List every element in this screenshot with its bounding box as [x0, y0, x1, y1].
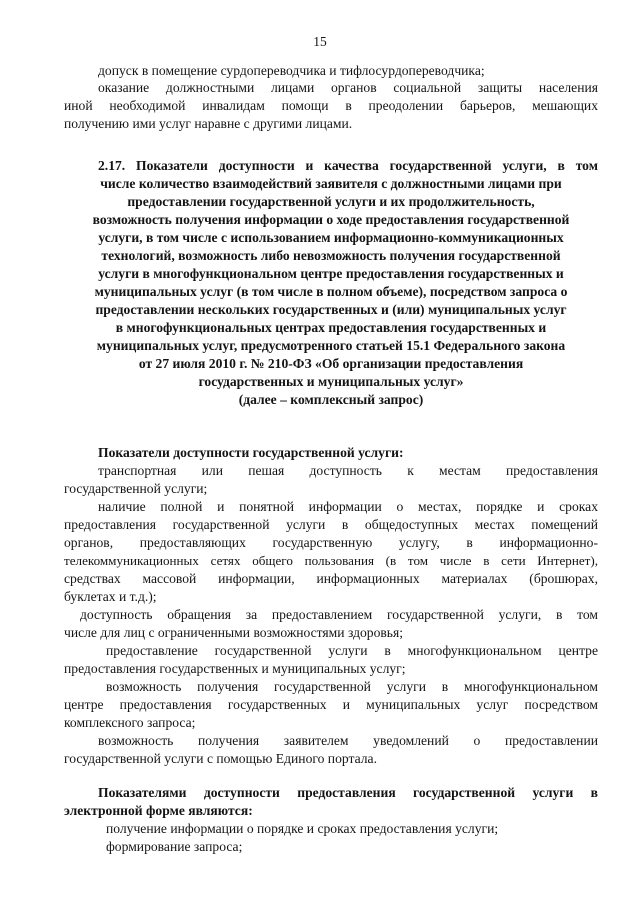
text-line: государственной услуги с помощью Единого портала. — [64, 751, 377, 766]
section-heading-line: 2.17. Показатели доступности и качества государственной услуги, в том — [98, 158, 598, 173]
text-line: возможность получения заявителем уведомлений о предоставлении — [98, 733, 598, 748]
section-heading-line: предоставлении государственной услуги и их продолжительность, — [127, 194, 535, 209]
text-line: возможность получения государственной услуги в многофункциональном — [106, 679, 598, 694]
text-line: доступность обращения за предоставлением государственной услуги, в том — [80, 607, 598, 622]
text-line: иной необходимой инвалидам помощи в преодолении барьеров, мешающих — [64, 98, 598, 113]
section-heading-line: (далее – комплексный запрос) — [238, 392, 424, 407]
section-heading-line: возможность получения информации о ходе предоставления государственной — [92, 212, 570, 227]
section-heading-line: от 27 июля 2010 г. № 210-ФЗ «Об организации предоставления — [138, 356, 524, 371]
text-line: телекоммуникационных сетях общего пользования (в том числе в сети Интернет), — [64, 553, 598, 568]
section-heading-line: услуги в многофункциональном центре предоставления государственных и — [98, 266, 564, 281]
section-heading-line: муниципальных услуг (в том числе в полном объеме), посредством запроса о — [94, 284, 568, 299]
text-line: получению ими услуг наравне с другими лицами. — [64, 116, 353, 131]
text-line: числе для лиц с ограниченными возможностями здоровья; — [64, 625, 404, 640]
page-number: 15 — [313, 34, 327, 49]
section-heading-line: государственных и муниципальных услуг» — [198, 374, 464, 389]
text-line: комплексного запроса; — [64, 715, 196, 730]
subheading: Показатели доступности государственной услуги: — [98, 445, 404, 460]
text-line: центре предоставления государственных и муниципальных услуг посредством — [64, 697, 598, 712]
subheading: электронной форме являются: — [64, 803, 253, 818]
text-line: предоставления государственных и муниципальных услуг; — [64, 661, 406, 676]
text-line: наличие полной и понятной информации о местах, порядке и сроках — [98, 499, 598, 514]
text-line: оказание должностными лицами органов социальной защиты населения — [98, 80, 598, 95]
text-line: получение информации о порядке и сроках предоставления услуги; — [106, 821, 499, 836]
text-line: органов, предоставляющих государственную услугу, в информационно- — [64, 535, 598, 550]
section-heading-line: технологий, возможность либо невозможность получения государственной — [101, 248, 561, 263]
text-line: предоставление государственной услуги в многофункциональном центре — [106, 643, 598, 658]
text-line: формирование запроса; — [106, 839, 243, 854]
section-heading-line: предоставлении нескольких государственных и (или) муниципальных услуг — [95, 302, 567, 317]
section-heading-line: в многофункциональных центрах предоставления государственных и — [115, 320, 547, 335]
section-heading-line: муниципальных услуг, предусмотренного статьей 15.1 Федерального закона — [96, 338, 566, 353]
text-line: предоставления государственной услуги в общедоступных местах помещений — [64, 517, 598, 532]
text-line: допуск в помещение сурдопереводчика и тифлосурдопереводчика; — [98, 63, 485, 78]
text-line: транспортная или пешая доступность к местам предоставления — [98, 463, 598, 478]
text-line: буклетах и т.д.); — [64, 589, 157, 604]
text-line: государственной услуги; — [64, 481, 208, 496]
subheading: Показателями доступности предоставления государственной услуги в — [98, 785, 598, 800]
section-heading-line: числе количество взаимодействий заявителя с должностными лицами при — [100, 176, 562, 191]
text-line: средствах массовой информации, информационных материалах (брошюрах, — [64, 571, 598, 586]
section-heading-line: услуги, в том числе с использованием информационно-коммуникационных — [98, 230, 564, 245]
